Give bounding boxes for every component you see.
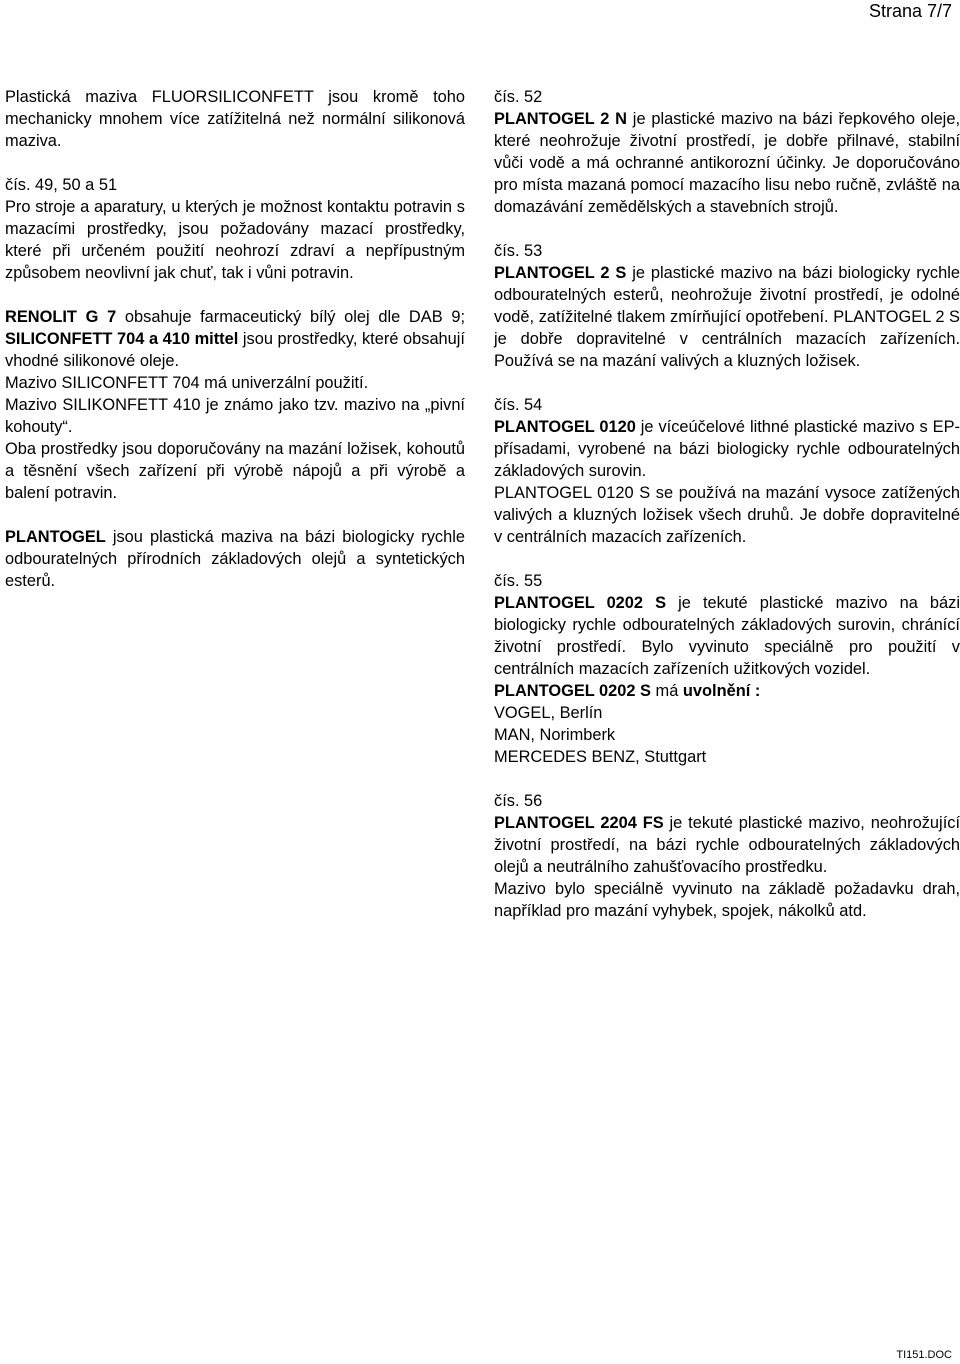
section-53 bbox=[494, 240, 960, 372]
page-number: Strana 7/7 bbox=[868, 1, 952, 21]
section-54-product: PLANTOGEL 0120 bbox=[494, 418, 636, 436]
section-55-release-text: má bbox=[650, 682, 683, 700]
section-55-text: je tekuté plastické mazivo na bázi biologicky rychle odbouratelných základových surovin, chránící životní prostředí. Bylo vyvinuto speciálně pro použití v centrálních mazacích zařízeních užitkových vozidel. bbox=[494, 594, 960, 678]
intro-paragraph: Plastická maziva FLUORSILICONFETT jsou kromě toho mechanicky mnohem více zatížitelná než normální silikonová maziva. bbox=[5, 88, 465, 150]
section-55-release-label: uvolnění : bbox=[682, 682, 761, 700]
plantogel-intro bbox=[5, 526, 465, 592]
section-56-line2: Mazivo bylo speciálně vyvinuto na základě požadavku drah, například pro mazání vyhybek, spojek, nákolků atd. bbox=[494, 880, 960, 920]
section-55-heading: čís. 55 bbox=[494, 572, 543, 590]
renolit-name: RENOLIT G 7 bbox=[5, 308, 117, 326]
section-56 bbox=[494, 790, 960, 878]
section-56-heading: čís. 56 bbox=[494, 792, 543, 810]
section-54-text: je víceúčelové lithné plastické mazivo s EP-přísadami, vyrobené na bázi biologicky rychle odbouratelných základových surovin. bbox=[494, 418, 960, 480]
section-53-product: PLANTOGEL 2 S bbox=[494, 264, 627, 282]
section-55-release-product: PLANTOGEL 0202 S bbox=[494, 682, 651, 700]
section-55 bbox=[494, 570, 960, 680]
section-53-text: je plastické mazivo na bázi biologicky rychle odbouratelných esterů, neohrožuje životní prostředí, je odolné vodě, zatížitelné tlakem zmírňující opotřebení. PLANTOGEL 2 S je dobře dopravitelné v centrálních mazacích zařízeních. Používá se na mazání valivých a kluzných ložisek. bbox=[494, 264, 960, 370]
document-id: TI151.DOC bbox=[896, 1349, 952, 1361]
section-52-text: je plastické mazivo na bázi řepkového oleje, které neohrožuje životní prostředí, je dobře přilnavé, stabilní vůči vodě a má ochranné antikorozní účinky. Je doporučováno pro místa mazaná pomocí mazacího lisu nebo ručně, zvláště na domazávání zemědělských a stavebních strojů. bbox=[494, 110, 960, 216]
section-53-heading: čís. 53 bbox=[494, 242, 543, 260]
approval-item: MAN, Norimberk bbox=[494, 726, 616, 744]
right-column bbox=[494, 86, 960, 944]
renolit-paragraph bbox=[5, 306, 465, 372]
renolit-text-1: obsahuje farmaceutický bílý olej dle DAB 9; bbox=[116, 308, 466, 326]
section-49-text: Pro stroje a aparatury, u kterých je možnost kontaktu potravin s mazacími prostředky, jsou požadovány mazací prostředky, které při určeném použití neohrozí zdraví a nepřípustným způsobem neovlivní jak chuť, tak i vůni potravin. bbox=[5, 198, 465, 282]
section-55-product: PLANTOGEL 0202 S bbox=[494, 594, 667, 612]
plantogel-name: PLANTOGEL bbox=[5, 528, 106, 546]
section-56-text: je tekuté plastické mazivo, neohrožující životní prostředí, na bázi rychle odbouratelných základových olejů a neutrálního zahušťovacího prostředku. bbox=[494, 814, 960, 876]
siliconfett-704-line: Mazivo SILICONFETT 704 má univerzální použití. bbox=[5, 374, 369, 392]
section-55-release bbox=[494, 680, 960, 702]
section-49 bbox=[5, 174, 465, 284]
section-52 bbox=[494, 86, 960, 218]
renolit-text-2: jsou prostředky, které obsahují vhodné silikonové oleje. bbox=[5, 330, 465, 370]
silikonfett-410-line: Mazivo SILIKONFETT 410 je známo jako tzv. mazivo na „pivní kohouty“. bbox=[5, 396, 465, 436]
section-54-line2: PLANTOGEL 0120 S se používá na mazání vysoce zatížených valivých a kluzných ložisek všech druhů. Je dobře dopravitelné v centrálních mazacích zařízeních. bbox=[494, 484, 960, 546]
section-54 bbox=[494, 394, 960, 482]
section-54-heading: čís. 54 bbox=[494, 396, 543, 414]
section-52-product: PLANTOGEL 2 N bbox=[494, 110, 628, 128]
usage-line: Oba prostředky jsou doporučovány na mazání ložisek, kohoutů a těsnění všech zařízení při výrobě nápojů a při výrobě a balení potravin. bbox=[5, 440, 465, 502]
approval-item: MERCEDES BENZ, Stuttgart bbox=[494, 748, 707, 766]
approval-item: VOGEL, Berlín bbox=[494, 704, 603, 722]
left-column bbox=[5, 86, 465, 614]
section-49-heading: čís. 49, 50 a 51 bbox=[5, 176, 118, 194]
section-56-product: PLANTOGEL 2204 FS bbox=[494, 814, 664, 832]
siliconfett-name: SILICONFETT 704 a 410 mittel bbox=[5, 330, 239, 348]
plantogel-intro-text: jsou plastická maziva na bázi biologicky rychle odbouratelných přírodních základových olejů a syntetických esterů. bbox=[5, 528, 465, 590]
section-52-heading: čís. 52 bbox=[494, 88, 543, 106]
